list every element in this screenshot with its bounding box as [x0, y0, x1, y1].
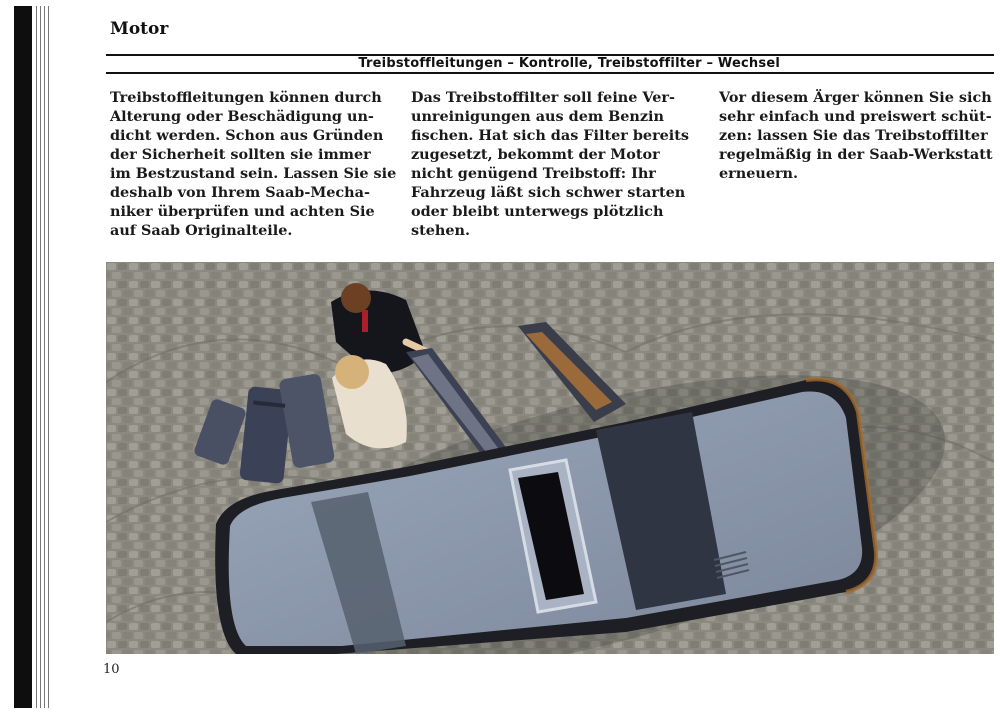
binding-edge	[0, 0, 56, 716]
section-title: Motor	[110, 19, 169, 39]
text-column-3: Vor diesem Ärger können Sie sich sehr einfach und preiswert schüt- zen: lassen Sie das Treibstoffilter regelmäßig in der Saab-Werkstatt erneuern.	[719, 89, 993, 182]
page-edge-line	[40, 6, 41, 708]
header-rule-bottom	[106, 72, 994, 74]
binding-strip	[14, 6, 32, 708]
text-column-2: Das Treibstoffilter soll feine Ver- unreinigungen aus dem Benzin fischen. Hat sich das Filter bereits zugesetzt, bekommt der Motor nicht genügend Treibstoff: Ihr Fahrzeug läßt sich schwer starten oder bleibt unterwegs plötzlich stehen.	[411, 89, 690, 239]
photo-car-couple-luggage	[106, 262, 994, 654]
page-edge-line	[36, 6, 37, 708]
page-number: 10	[103, 662, 120, 677]
page-edge-line	[44, 6, 45, 708]
photo-illustration	[106, 262, 994, 654]
section-subtitle: Treibstoffleitungen – Kontrolle, Treibstoffilter – Wechsel	[358, 56, 780, 71]
text-column-1: Treibstoffleitungen können durch Alterung oder Beschädigung un- dicht werden. Schon aus Gründen der Sicherheit sollten sie immer im Bestzustand sein. Lassen Sie sie deshalb von Ihrem Saab-Mecha- niker überprüfen und achten Sie auf Saab Originalteile.	[110, 89, 397, 239]
page-edge-line	[48, 6, 49, 708]
